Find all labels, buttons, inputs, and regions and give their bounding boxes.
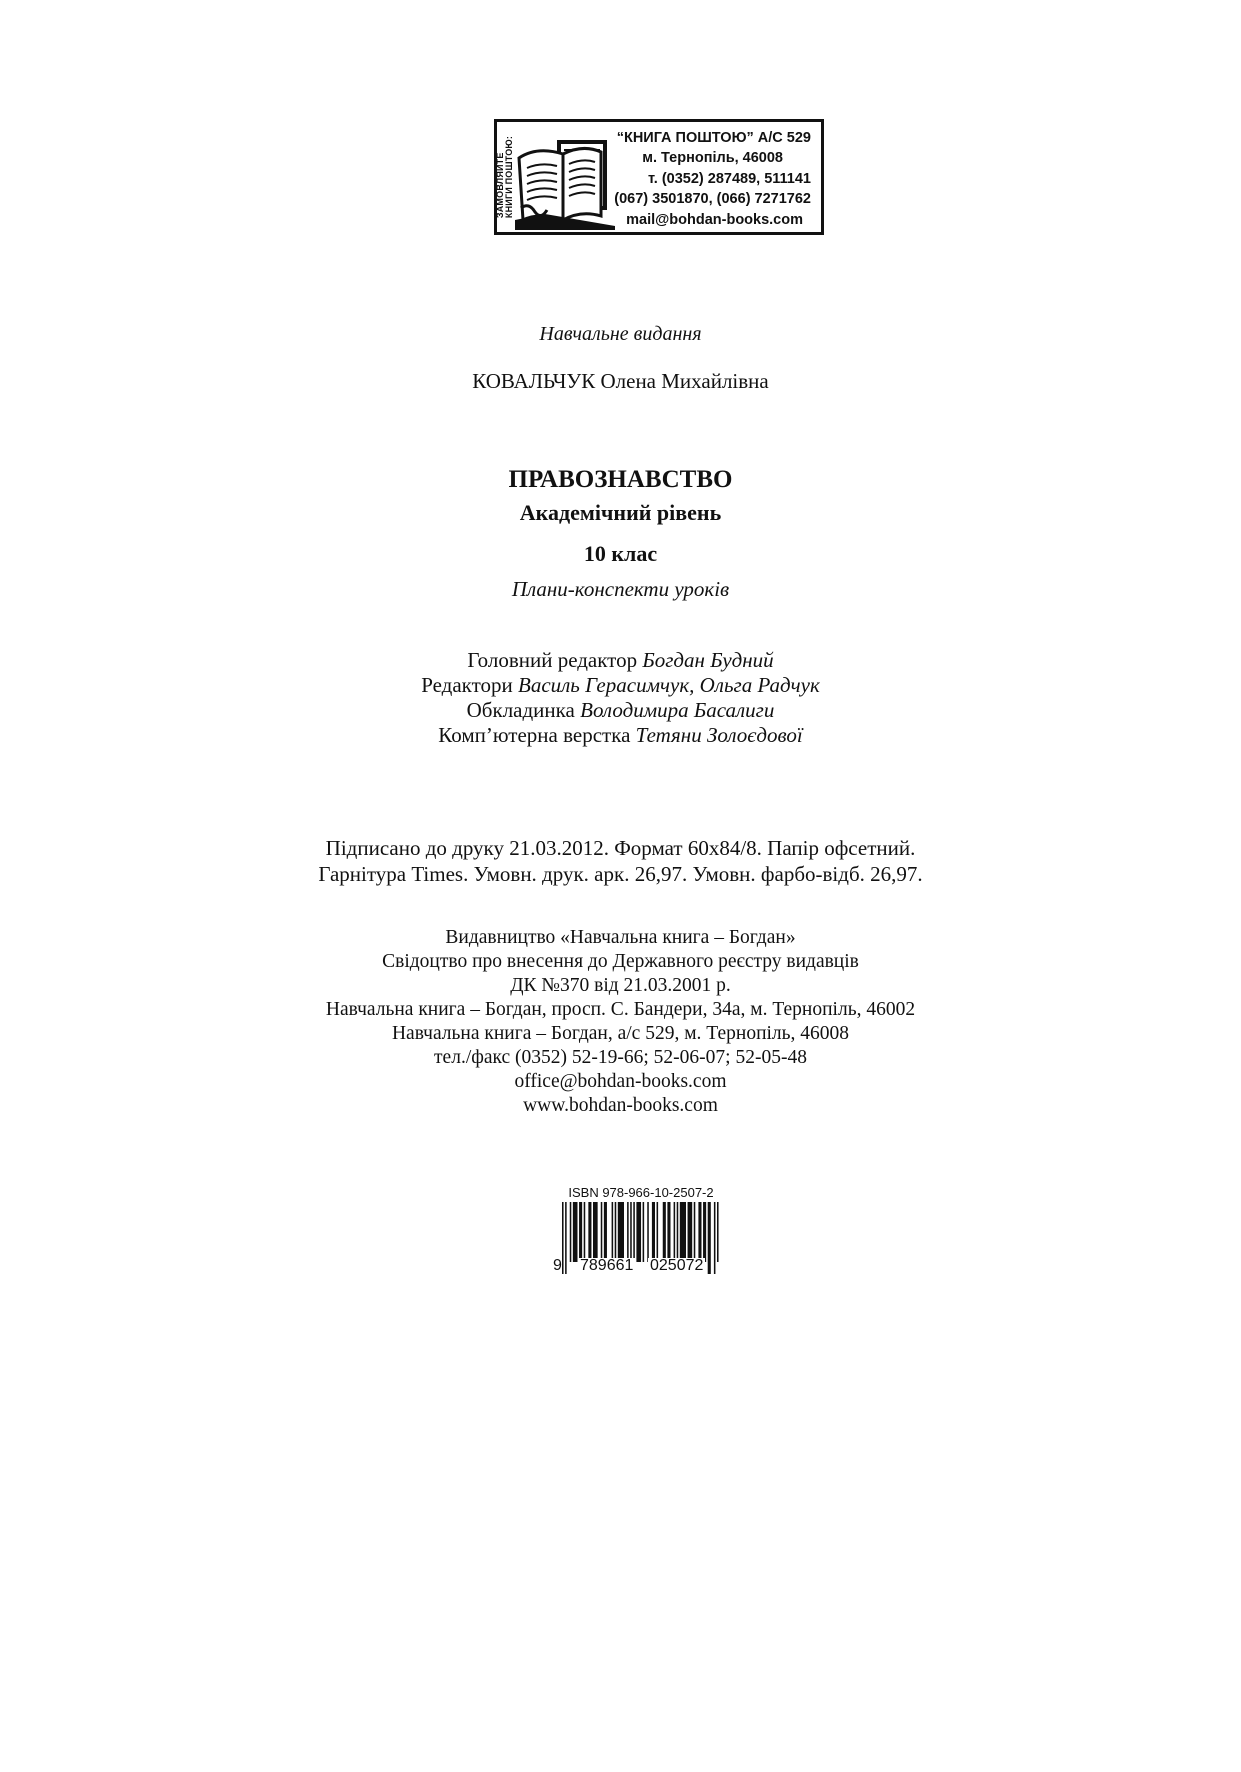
barcode-bar xyxy=(674,1202,676,1262)
barcode-bar xyxy=(604,1202,607,1262)
barcode-bar xyxy=(636,1202,641,1262)
print-info-line: Гарнітура Times. Умовн. друк. арк. 26,97. Умовн. фарбо-відб. 26,97. xyxy=(318,862,923,886)
book-title: ПРАВОЗНАВСТВО xyxy=(508,466,733,493)
credit-line xyxy=(0,648,1241,673)
publisher-email: office@bohdan-books.com xyxy=(514,1071,727,1092)
publisher-certificate: Свідоцтво про внесення до Державного реєстру видавців xyxy=(382,951,859,972)
barcode-bar xyxy=(643,1202,645,1262)
publisher-mail-address: Навчальна книга – Богдан, а/с 529, м. Тернопіль, 46008 xyxy=(391,1023,850,1044)
barcode-bar xyxy=(627,1202,629,1262)
barcode-digits-right: 025072 xyxy=(650,1257,704,1274)
barcode-bar xyxy=(703,1202,706,1262)
barcode-bar xyxy=(562,1202,564,1274)
publisher-block xyxy=(0,926,1241,1118)
credit-line xyxy=(0,673,1241,698)
credit-role: Головний редактор xyxy=(467,648,643,672)
barcode-bar xyxy=(593,1202,598,1262)
author-name: КОВАЛЬЧУК Олена Михайлівна xyxy=(472,369,769,393)
barcode-bar xyxy=(630,1202,632,1262)
barcode-bar xyxy=(615,1202,617,1262)
stamp-side-line-1: ЗАМОВЛЯЙТЕ xyxy=(495,152,505,219)
credit-line xyxy=(0,723,1241,748)
barcode-bar xyxy=(612,1202,614,1262)
stamp-address xyxy=(591,128,811,230)
print-info-line: Підписано до друку 21.03.2012. Формат 60х84/8. Папір офсетний. xyxy=(325,836,916,860)
barcode-digit-first: 9 xyxy=(553,1257,562,1274)
credit-role: Редактори xyxy=(421,673,518,697)
barcode-bar xyxy=(688,1202,693,1262)
credit-name: Богдан Будний xyxy=(642,648,774,672)
book-genre: Плани-конспекти уроків xyxy=(511,577,730,601)
grade-level: 10 клас xyxy=(583,541,658,566)
stamp-line: “КНИГА ПОШТОЮ” А/С 529 xyxy=(616,130,811,146)
stamp-line: (067) 3501870, (066) 7271762 xyxy=(614,191,811,208)
stamp-line: т. (0352) 287489, 511141 xyxy=(647,170,811,187)
credit-name: Володимира Басалиги xyxy=(580,698,775,722)
stamp-email: mail@bohdan-books.com xyxy=(626,211,803,228)
credits-block xyxy=(0,648,1241,748)
mail-order-stamp xyxy=(494,119,824,235)
credit-role: Комп’ютерна верстка xyxy=(438,723,636,747)
barcode-bar xyxy=(680,1202,686,1262)
publisher-name: Видавництво «Навчальна книга – Богдан» xyxy=(445,927,796,948)
publisher-phone: тел./факс (0352) 52-19-66; 52-06-07; 52-05-48 xyxy=(434,1047,807,1068)
credit-role: Обкладинка xyxy=(466,698,581,722)
barcode-bar xyxy=(708,1202,711,1274)
barcode-bar xyxy=(579,1202,582,1262)
barcode-bar xyxy=(588,1202,591,1262)
credit-name: Тетяни Золоєдової xyxy=(635,723,803,747)
barcode-bar xyxy=(647,1202,649,1262)
barcode-bar xyxy=(717,1202,719,1262)
barcode-bar xyxy=(570,1202,572,1262)
publisher-website: www.bohdan-books.com xyxy=(523,1095,718,1116)
edition-type: Навчальне видання xyxy=(539,323,702,345)
barcode-bar xyxy=(677,1202,679,1262)
barcode-bar xyxy=(601,1202,603,1262)
credit-line xyxy=(0,698,1241,723)
barcode-bar xyxy=(657,1202,659,1262)
barcode-bar xyxy=(698,1202,701,1262)
barcode-bar xyxy=(633,1202,635,1262)
barcode-bar xyxy=(714,1202,716,1274)
barcode-bar xyxy=(584,1202,586,1262)
stamp-side-line-2: КНИГИ ПОШТОЮ: xyxy=(504,135,514,219)
print-info-block xyxy=(0,835,1241,887)
barcode-bar xyxy=(573,1202,578,1262)
stamp-line: м. Тернопіль, 46008 xyxy=(642,150,783,167)
barcode-bar xyxy=(565,1202,567,1274)
stamp-side-caption xyxy=(497,122,513,232)
credit-name: Василь Герасимчук, Ольга Радчук xyxy=(518,673,820,697)
isbn-label: ISBN 978-966-10-2507-2 xyxy=(568,1185,714,1200)
barcode-bar xyxy=(618,1202,624,1262)
barcode-bar xyxy=(652,1202,655,1262)
barcode-bar xyxy=(667,1202,670,1262)
publisher-address: Навчальна книга – Богдан, просп. С. Бандери, 34а, м. Тернопіль, 46002 xyxy=(325,999,916,1020)
book-subtitle: Академічний рівень xyxy=(519,500,722,525)
publisher-certificate-number: ДК №370 від 21.03.2001 р. xyxy=(510,975,731,996)
barcode-bar xyxy=(663,1202,666,1262)
barcode-digits-left: 789661 xyxy=(580,1257,634,1274)
barcode-bar xyxy=(694,1202,696,1262)
